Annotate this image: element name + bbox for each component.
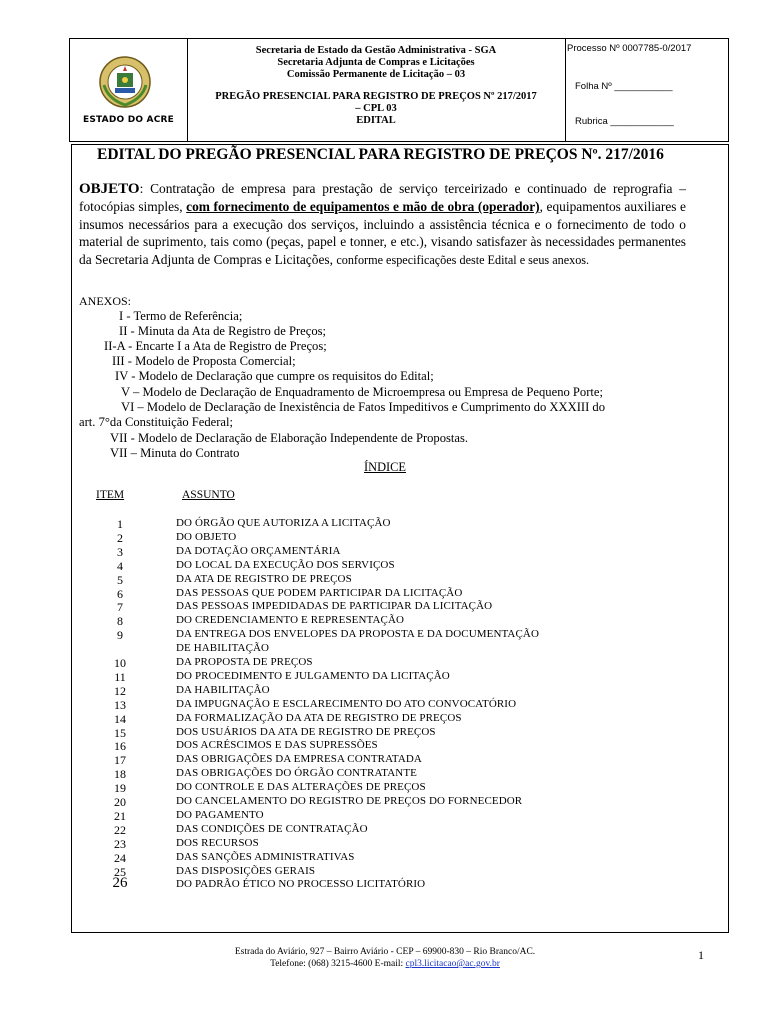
index-row (0, 809, 700, 823)
index-row (0, 670, 700, 684)
index-row (0, 684, 700, 698)
index-row-subject: DAS SANÇÕES ADMINISTRATIVAS (176, 850, 355, 863)
footer-contact: Telefone: (068) 3215-4600 E-mail: (270, 959, 406, 969)
index-row-subject: DO CANCELAMENTO DO REGISTRO DE PREÇOS DO FORNECEDOR (176, 795, 523, 807)
index-row-subject: DO CONTROLE E DAS ALTERAÇÕES DE PREÇOS (176, 781, 426, 794)
index-row (0, 739, 700, 753)
index-row (0, 642, 700, 656)
index-row-subject: DO PADRÃO ÉTICO NO PROCESSO LICITATÓRIO (176, 878, 426, 891)
page-footer (0, 946, 770, 970)
state-seal-icon (98, 55, 152, 109)
index-row-number: 16 (114, 739, 126, 754)
index-row (0, 698, 700, 712)
indice-heading: ÍNDICE (364, 460, 406, 474)
index-row (0, 628, 700, 642)
header-logo-cell (70, 39, 188, 141)
index-row-number: 21 (114, 808, 126, 823)
index-row (0, 726, 700, 740)
index-row-number: 9 (117, 628, 123, 643)
index-row (0, 753, 700, 767)
objeto-text-b: , equipamentos auxiliares e insumos necessários para a execução dos serviços, incluindo a assistência técnica e o fornecimento de todo o material de suprimento, tais como (peças, papel e tonner, e etc.), visando satisfazer às necessidades permanentes da Secretaria Adjunta de Compras e Licitações, (79, 199, 686, 267)
index-row (0, 795, 700, 809)
index-row-number: 14 (114, 711, 126, 726)
index-row-number: 3 (117, 544, 123, 559)
index-row-number: 12 (114, 683, 126, 698)
index-row-subject: DAS OBRIGAÇÕES DO ÓRGÃO CONTRATANTE (176, 767, 417, 780)
index-row-subject: DA PROPOSTA DE PREÇOS (176, 656, 313, 668)
index-row-number: 25 (114, 864, 126, 879)
objeto-paragraph (79, 180, 686, 269)
index-row-subject: DAS DISPOSIÇÕES GERAIS (176, 864, 316, 877)
index-row-subject: DOS USUÁRIOS DA ATA DE REGISTRO DE PREÇOS (176, 725, 436, 738)
index-row-subject: DO OBJETO (176, 530, 237, 543)
index-row (0, 587, 700, 601)
index-row-number: 26 (112, 875, 128, 892)
index-row-number: 1 (117, 517, 123, 531)
index-row-number: 24 (114, 850, 126, 865)
index-row (0, 712, 700, 726)
anexo-item: V – Modelo de Declaração de Enquadramento de Microempresa ou Empresa de Pequeno Porte; (121, 385, 604, 399)
index-row-subject: DA DOTAÇÃO ORÇAMENTÁRIA (176, 544, 341, 557)
anexos-heading: ANEXOS: (79, 294, 132, 308)
index-row-number: 20 (114, 795, 126, 809)
index-row-number: 6 (117, 586, 123, 601)
objeto-lead: OBJETO (79, 181, 140, 197)
index-row-subject: DO PAGAMENTO (176, 808, 264, 821)
anexo-item: II-A - Encarte I a Ata de Registro de Preços; (104, 339, 327, 353)
processo-number: Processo Nº 0007785-0/2017 (567, 43, 692, 54)
index-row (0, 656, 700, 670)
index-row (0, 545, 700, 559)
footer-contact-line (0, 958, 770, 970)
index-row-subject: DOS RECURSOS (176, 836, 259, 849)
index-row-subject: DAS PESSOAS QUE PODEM PARTICIPAR DA LICITAÇÃO (176, 586, 463, 599)
index-row-subject: DA ENTREGA DOS ENVELOPES DA PROPOSTA E DA DOCUMENTAÇÃO (176, 628, 540, 641)
index-row-number: 15 (114, 725, 126, 740)
state-label: ESTADO DO ACRE (83, 115, 174, 125)
header-line-5: – CPL 03 (355, 103, 397, 114)
index-row-subject: DA FORMALIZAÇÃO DA ATA DE REGISTRO DE PREÇOS (176, 711, 462, 724)
index-row-number: 22 (114, 822, 126, 837)
index-row (0, 837, 700, 851)
header-title-cell (188, 39, 564, 141)
header-process-cell (565, 39, 730, 141)
anexo-item: I - Termo de Referência; (119, 309, 243, 323)
objeto-text-a: : Contratação de empresa para prestação de serviço terceirizado e continuado de reprografia – fotocópias simples, (79, 181, 686, 215)
index-row-subject: DAS OBRIGAÇÕES DA EMPRESA CONTRATADA (176, 753, 422, 766)
assunto-column-header: ASSUNTO (182, 489, 235, 501)
index-row-number: 10 (114, 656, 126, 670)
index-row-subject: DO CREDENCIAMENTO E REPRESENTAÇÃO (176, 614, 405, 627)
header-line-3: Comissão Permanente de Licitação – 03 (286, 69, 466, 80)
index-row-subject: DAS PESSOAS IMPEDIDADAS DE PARTICIPAR DA LICITAÇÃO (176, 600, 493, 613)
folha-field: Folha Nº ___________ (575, 81, 673, 92)
header-line-2: Secretaria Adjunta de Compras e Licitações (277, 57, 475, 68)
index-row-subject: DO PROCEDIMENTO E JULGAMENTO DA LICITAÇÃO (176, 669, 450, 682)
page-title: EDITAL DO PREGÃO PRESENCIAL PARA REGISTRO DE PREÇOS Nº. 217/2016 (97, 146, 664, 163)
index-row (0, 559, 700, 573)
index-row-number: 4 (117, 558, 123, 573)
index-row (0, 875, 700, 892)
anexo-item: VI – Modelo de Declaração de Inexistência de Fatos Impeditivos e Cumprimento do XXXIII do (121, 400, 606, 414)
document-header (69, 38, 729, 142)
header-line-4: PREGÃO PRESENCIAL PARA REGISTRO DE PREÇOS Nº 217/2017 (215, 91, 537, 102)
anexo-item: VII – Minuta do Contrato (110, 446, 240, 460)
index-row (0, 767, 700, 781)
header-line-6: EDITAL (356, 115, 396, 126)
objeto-emphasis: com fornecimento de equipamentos e mão de obra (operador) (186, 199, 540, 215)
objeto-text-c: conforme especificações deste Edital e seus anexos. (336, 252, 590, 267)
anexo-item: III - Modelo de Proposta Comercial; (112, 354, 296, 368)
anexo-item: art. 7°da Constituição Federal; (79, 415, 234, 429)
index-row-number: 8 (117, 614, 123, 629)
anexo-item: IV - Modelo de Declaração que cumpre os requisitos do Edital; (115, 369, 434, 383)
index-row (0, 517, 700, 531)
index-row (0, 600, 700, 614)
index-row-number: 23 (114, 836, 126, 851)
index-row (0, 531, 700, 545)
anexo-item: II - Minuta da Ata de Registro de Preços; (119, 324, 327, 338)
anexo-item: VII - Modelo de Declaração de Elaboração Independente de Propostas. (110, 431, 469, 445)
index-row (0, 851, 700, 865)
index-row-subject: DO LOCAL DA EXECUÇÃO DOS SERVIÇOS (176, 558, 395, 571)
item-column-header: ITEM (96, 489, 125, 501)
index-row-subject: DE HABILITAÇÃO (176, 642, 270, 655)
index-row (0, 573, 700, 587)
index-row (0, 823, 700, 837)
index-row-number: 13 (114, 697, 126, 712)
index-row-number: 18 (114, 767, 126, 782)
index-row (0, 781, 700, 795)
index-row-number: 7 (117, 600, 123, 615)
footer-email-link[interactable]: cpl3.licitacao@ac.gov.br (405, 959, 500, 969)
index-row-number: 2 (117, 530, 123, 545)
rubrica-field: Rubrica ____________ (575, 116, 674, 127)
index-row-subject: DO ÓRGÃO QUE AUTORIZA A LICITAÇÃO (176, 517, 391, 529)
index-row (0, 614, 700, 628)
footer-address: Estrada do Aviário, 927 – Bairro Aviário - CEP – 69900-830 – Rio Branco/AC. (234, 947, 536, 957)
index-row-number: 11 (114, 669, 126, 684)
index-row-subject: DAS CONDIÇÕES DE CONTRATAÇÃO (176, 822, 368, 835)
index-row-number: 5 (117, 572, 123, 587)
index-row-number: 19 (114, 781, 126, 796)
index-row-subject: DA IMPUGNAÇÃO E ESCLARECIMENTO DO ATO CONVOCATÓRIO (176, 697, 517, 710)
index-row-subject: DA ATA DE REGISTRO DE PREÇOS (176, 572, 352, 585)
header-line-1: Secretaria de Estado da Gestão Administrativa - SGA (255, 45, 497, 56)
index-row-subject: DA HABILITAÇÃO (176, 683, 270, 696)
index-row-subject: DOS ACRÉSCIMOS E DAS SUPRESSÕES (176, 739, 378, 752)
index-row-number: 17 (114, 753, 126, 768)
page-number: 1 (698, 948, 704, 962)
